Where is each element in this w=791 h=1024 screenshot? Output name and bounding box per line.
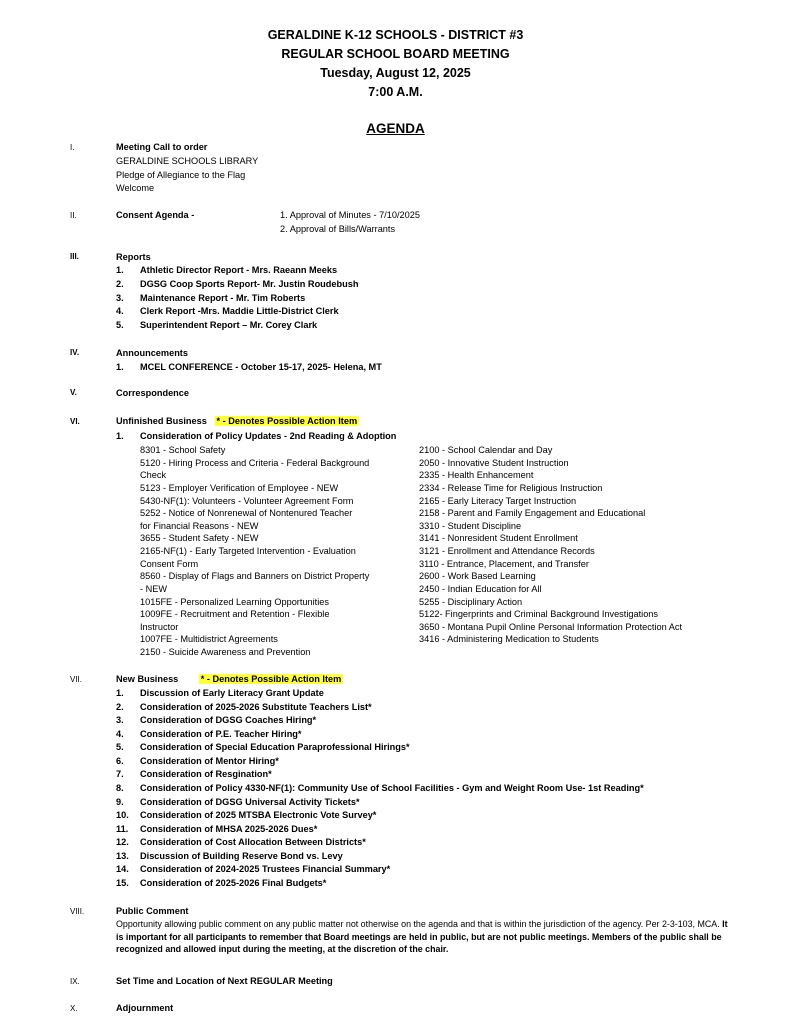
policy-line: for Financial Reasons - NEW — [140, 521, 259, 531]
policy-line: 5120 - Hiring Process and Criteria - Federal Background — [140, 458, 370, 468]
item-number: 1. — [116, 362, 124, 372]
consent-item: 1. Approval of Minutes - 7/10/2025 — [280, 210, 420, 220]
report-item: Superintendent Report – Mr. Corey Clark — [140, 320, 318, 330]
policy-line: 1009FE - Recruitment and Retention - Flexible — [140, 609, 330, 619]
report-item: Athletic Director Report - Mrs. Raeann Meeks — [140, 265, 338, 275]
policy-line: 2165 - Early Literacy Target Instruction — [419, 496, 577, 506]
section-title: Set Time and Location of Next REGULAR Meeting — [116, 976, 333, 986]
section-title: Announcements — [116, 348, 188, 358]
public-comment-bold: It is important for all participants to remember that Board meetings are held in public, but are not public meetings. Members of the public shall be recognized and allowed input during the meeting, at the discretion of the chair. — [116, 919, 728, 955]
public-comment-plain: Opportunity allowing public comment on any public matter not otherwise on the agenda and that is within the jurisdiction of the agency. Per 2-3-103, MCA. — [116, 919, 723, 929]
item-number: 6. — [116, 756, 124, 766]
section-numeral: VI. — [70, 417, 80, 426]
policy-line: 3650 - Montana Pupil Online Personal Information Protection Act — [419, 622, 683, 632]
section-title: Reports — [116, 252, 151, 262]
item-number: 14. — [116, 864, 129, 874]
policy-line: - NEW — [140, 584, 168, 594]
new-business-item: Consideration of Special Education Paraprofessional Hirings* — [140, 742, 410, 752]
action-item-note: * - Denotes Possible Action Item — [200, 674, 342, 684]
policy-line: 3655 - Student Safety - NEW — [140, 533, 259, 543]
report-item: Clerk Report -Mrs. Maddie Little-District Clerk — [140, 306, 339, 316]
section-title: Meeting Call to order — [116, 142, 208, 152]
section-title — [116, 673, 343, 685]
announcement-item: MCEL CONFERENCE - October 15-17, 2025- Helena, MT — [140, 362, 382, 372]
new-business-item: Consideration of Resgination* — [140, 769, 272, 779]
new-business-item: Consideration of MHSA 2025-2026 Dues* — [140, 824, 318, 834]
policy-line: 2600 - Work Based Learning — [419, 571, 536, 581]
policy-line: 5252 - Notice of Nonrenewal of Nontenured Teacher — [140, 508, 353, 518]
policy-line: 5123 - Employer Verification of Employee - NEW — [140, 483, 339, 493]
section-numeral: IX. — [70, 977, 80, 986]
section-title: Consent Agenda - — [116, 210, 195, 220]
item-number: 2. — [116, 702, 124, 712]
section-title: Correspondence — [116, 388, 190, 398]
item-number: 10. — [116, 810, 129, 820]
new-business-item: Consideration of Cost Allocation Between Districts* — [140, 837, 366, 847]
item-number: 1. — [116, 265, 124, 275]
new-business-item: Consideration of DGSG Coaches Hiring* — [140, 715, 317, 725]
policy-line: 2335 - Health Enhancement — [419, 470, 534, 480]
section-line: GERALDINE SCHOOLS LIBRARY — [116, 156, 259, 166]
item-number: 5. — [116, 742, 124, 752]
section-numeral: V. — [70, 388, 77, 397]
policy-line: 3141 - Nonresident Student Enrollment — [419, 533, 578, 543]
section-title: Public Comment — [116, 906, 189, 916]
new-business-item: Discussion of Early Literacy Grant Update — [140, 688, 324, 698]
new-business-item: Consideration of 2024-2025 Trustees Financial Summary* — [140, 864, 391, 874]
new-business-item: Consideration of 2025-2026 Final Budgets* — [140, 878, 327, 888]
new-business-item: Consideration of Policy 4330-NF(1): Community Use of School Facilities - Gym and Weight Room Use- 1st Reading* — [140, 783, 644, 793]
section-numeral: I. — [70, 143, 75, 152]
report-item: DGSG Coop Sports Report- Mr. Justin Roudebush — [140, 279, 359, 289]
district-title: GERALDINE K-12 SCHOOLS - DISTRICT #3 — [267, 28, 524, 42]
item-number: 4. — [116, 306, 124, 316]
new-business-item: Consideration of Mentor Hiring* — [140, 756, 279, 766]
meeting-date: Tuesday, August 12, 2025 — [320, 66, 471, 80]
policy-line: 3416 - Administering Medication to Students — [419, 634, 599, 644]
policy-line: 3110 - Entrance, Placement, and Transfer — [419, 559, 589, 569]
section-line: Pledge of Allegiance to the Flag — [116, 170, 246, 180]
item-number: 12. — [116, 837, 129, 847]
item-number: 4. — [116, 729, 124, 739]
policy-line: 2450 - Indian Education for All — [419, 584, 542, 594]
public-comment-text — [116, 918, 736, 956]
policy-line: 5430-NF(1): Volunteers - Volunteer Agreement Form — [140, 496, 354, 506]
new-business-item: Consideration of 2025-2026 Substitute Teachers List* — [140, 702, 372, 712]
item-number: 2. — [116, 279, 124, 289]
item-number: 15. — [116, 878, 129, 888]
section-title — [116, 415, 359, 427]
policy-line: Check — [140, 470, 167, 480]
new-business-item: Consideration of DGSG Universal Activity Tickets* — [140, 797, 360, 807]
section-numeral: II. — [70, 211, 77, 220]
policy-line: 1015FE - Personalized Learning Opportunities — [140, 597, 329, 607]
section-line: Welcome — [116, 183, 155, 193]
policy-line: 2150 - Suicide Awareness and Prevention — [140, 647, 311, 657]
item-number: 1. — [116, 431, 124, 441]
policy-line: 2334 - Release Time for Religious Instruction — [419, 483, 603, 493]
consent-item: 2. Approval of Bills/Warrants — [280, 224, 396, 234]
policy-line: 2158 - Parent and Family Engagement and Educational — [419, 508, 646, 518]
policy-line: 3121 - Enrollment and Attendance Records — [419, 546, 595, 556]
policy-line: 5255 - Disciplinary Action — [419, 597, 523, 607]
item-number: 1. — [116, 688, 124, 698]
policy-line: 2100 - School Calendar and Day — [419, 445, 553, 455]
meeting-time: 7:00 A.M. — [368, 85, 423, 99]
policy-line: 1007FE - Multidistrict Agreements — [140, 634, 278, 644]
policy-line: 3310 - Student Discipline — [419, 521, 522, 531]
meeting-title: REGULAR SCHOOL BOARD MEETING — [281, 47, 510, 61]
report-item: Maintenance Report - Mr. Tim Roberts — [140, 293, 306, 303]
section-numeral: X. — [70, 1004, 78, 1013]
item-number: 5. — [116, 320, 124, 330]
item-number: 13. — [116, 851, 129, 861]
section-numeral: VII. — [70, 675, 83, 684]
agenda-heading: AGENDA — [366, 121, 425, 136]
section-numeral: III. — [70, 252, 79, 261]
section-numeral: VIII. — [70, 907, 85, 916]
new-business-item: Consideration of P.E. Teacher Hiring* — [140, 729, 302, 739]
policy-line: Instructor — [140, 622, 179, 632]
new-business-item: Discussion of Building Reserve Bond vs. Levy — [140, 851, 343, 861]
section-title: Adjournment — [116, 1003, 174, 1013]
policy-line: 8560 - Display of Flags and Banners on District Property — [140, 571, 370, 581]
item-number: 7. — [116, 769, 124, 779]
item-number: 11. — [116, 824, 129, 834]
new-business-item: Consideration of 2025 MTSBA Electronic Vote Survey* — [140, 810, 377, 820]
item-number: 9. — [116, 797, 124, 807]
policy-line: Consent Form — [140, 559, 199, 569]
section-title-text: New Business — [116, 674, 179, 684]
action-item-note: * - Denotes Possible Action Item — [216, 416, 358, 426]
item-number: 8. — [116, 783, 124, 793]
policy-updates-item: Consideration of Policy Updates - 2nd Reading & Adoption — [140, 431, 397, 441]
item-number: 3. — [116, 715, 124, 725]
policy-line: 8301 - School Safety — [140, 445, 226, 455]
section-numeral: IV. — [70, 348, 80, 357]
item-number: 3. — [116, 293, 124, 303]
section-title-text: Unfinished Business — [116, 416, 207, 426]
policy-line: 5122- Fingerprints and Criminal Background Investigations — [419, 609, 659, 619]
policy-line: 2165-NF(1) - Early Targeted Intervention - Evaluation — [140, 546, 356, 556]
policy-line: 2050 - Innovative Student Instruction — [419, 458, 569, 468]
